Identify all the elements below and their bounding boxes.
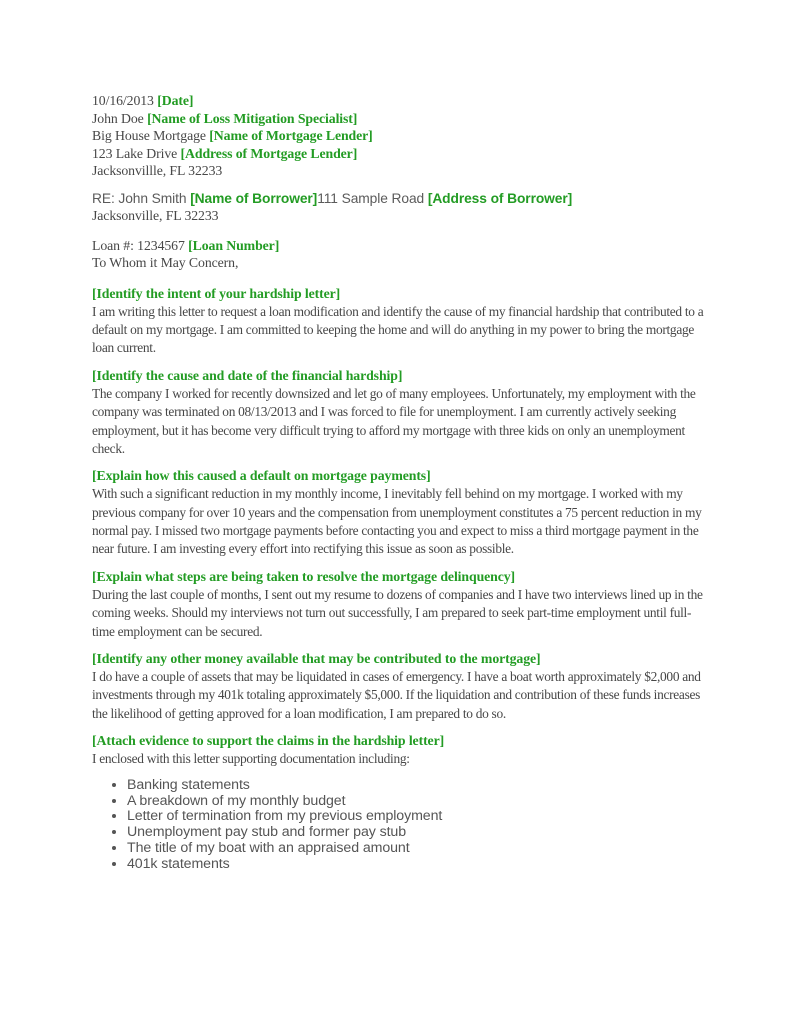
attachments-list bbox=[92, 778, 708, 873]
borrower-city-line: Jacksonville, FL 32233 bbox=[92, 208, 219, 223]
lender-name-line bbox=[92, 127, 708, 145]
loan-number-placeholder: [Loan Number] bbox=[188, 237, 280, 253]
specialist-line bbox=[92, 110, 708, 128]
section-heading: [Identify the cause and date of the financial hardship] bbox=[92, 367, 403, 383]
section-resolution-steps bbox=[92, 568, 708, 641]
section-body: During the last couple of months, I sent out my resume to dozens of companies and I have two interviews lined up in the coming weeks. Should my interviews not turn out successfully, I am prepared to seek part-time employment until full-time employment can be secured. bbox=[92, 586, 703, 639]
section-cause-and-date bbox=[92, 367, 708, 458]
attachment-item: • A breakdown of my monthly budget bbox=[127, 794, 708, 810]
letter-content bbox=[92, 92, 708, 873]
lender-name-placeholder: [Name of Mortgage Lender] bbox=[209, 128, 373, 143]
attachment-item: • Letter of termination from my previous employment bbox=[127, 809, 708, 825]
loan-number-line bbox=[92, 237, 708, 255]
section-heading: [Attach evidence to support the claims in the hardship letter] bbox=[92, 733, 445, 749]
specialist-placeholder: [Name of Loss Mitigation Specialist] bbox=[147, 110, 358, 126]
lender-city-line: Jacksonvillle, FL 32233 bbox=[92, 163, 223, 178]
section-attach-evidence bbox=[92, 732, 708, 769]
lender-address-line bbox=[92, 145, 708, 163]
borrower-address-placeholder: [Address of Borrower] bbox=[427, 190, 573, 206]
section-body: I am writing this letter to request a loan modification and identify the cause of my financial hardship that contributed to a default on my mortgage. I am committed to keeping the home and will do anything in my power to bring the mortgage loan current. bbox=[92, 303, 704, 356]
attachment-item: • The title of my boat with an appraised amount bbox=[127, 841, 708, 857]
borrower-name-placeholder: [Name of Borrower] bbox=[190, 190, 318, 206]
date-text: 10/16/2013 bbox=[92, 93, 158, 108]
borrower-street-text: 111 Sample Road bbox=[317, 190, 428, 206]
date-placeholder: [Date] bbox=[157, 93, 194, 108]
lender-address-placeholder: [Address of Mortgage Lender] bbox=[180, 145, 358, 161]
re-block bbox=[92, 190, 708, 225]
salutation-line: To Whom it May Concern, bbox=[92, 255, 239, 270]
loan-block bbox=[92, 237, 708, 272]
attachment-item: • Unemployment pay stub and former pay stub bbox=[127, 825, 708, 841]
section-heading: [Identify any other money available that may be contributed to the mortgage] bbox=[92, 650, 541, 666]
section-heading: [Explain what steps are being taken to resolve the mortgage delinquency] bbox=[92, 568, 516, 584]
section-body: With such a significant reduction in my monthly income, I inevitably fell behind on my mortgage. I worked with my previous company for over 10 years and the compensation from unemployment constitutes a 75 percent reduction in my normal pay. I missed two mortgage payments before contacting you and expect to miss a third mortgage payment in the near future. I am investing every effort into rectifying this issue as soon as possible. bbox=[92, 486, 702, 557]
loan-number-text: Loan #: 1234567 bbox=[92, 237, 189, 253]
section-heading: [Identify the intent of your hardship letter] bbox=[92, 285, 341, 301]
section-default-explanation bbox=[92, 467, 708, 558]
section-other-money bbox=[92, 650, 708, 723]
lender-address-text: 123 Lake Drive bbox=[92, 145, 181, 161]
section-heading: [Explain how this caused a default on mortgage payments] bbox=[92, 468, 431, 484]
section-body: I enclosed with this letter supporting documentation including: bbox=[92, 751, 410, 767]
section-intent bbox=[92, 285, 708, 358]
section-body: I do have a couple of assets that may be liquidated in cases of emergency. I have a boat worth approximately $2,000 and investments through my 401k totaling approximately $5,000. If the liquidation and contribution of these funds increases the likelihood of getting approved for a loan modification, I am prepared to do so. bbox=[92, 669, 701, 721]
section-body: The company I worked for recently downsized and let go of many employees. Unfortunately, my employment with the company was terminated on 08/13/2013 and I was forced to file for unemployment. I am currently actively seeking employment, but it has become very difficult trying to afford my mortgage with three kids on only an unemployment check. bbox=[92, 385, 696, 456]
re-line bbox=[92, 190, 708, 208]
date-line bbox=[92, 92, 708, 110]
re-prefix-text: RE: John Smith bbox=[92, 190, 191, 206]
lender-name-text: Big House Mortgage bbox=[92, 128, 210, 143]
specialist-name-text: John Doe bbox=[92, 110, 148, 126]
lender-address-block bbox=[92, 92, 708, 180]
attachment-item: • Banking statements bbox=[127, 778, 708, 794]
attachment-item: • 401k statements bbox=[127, 857, 708, 873]
